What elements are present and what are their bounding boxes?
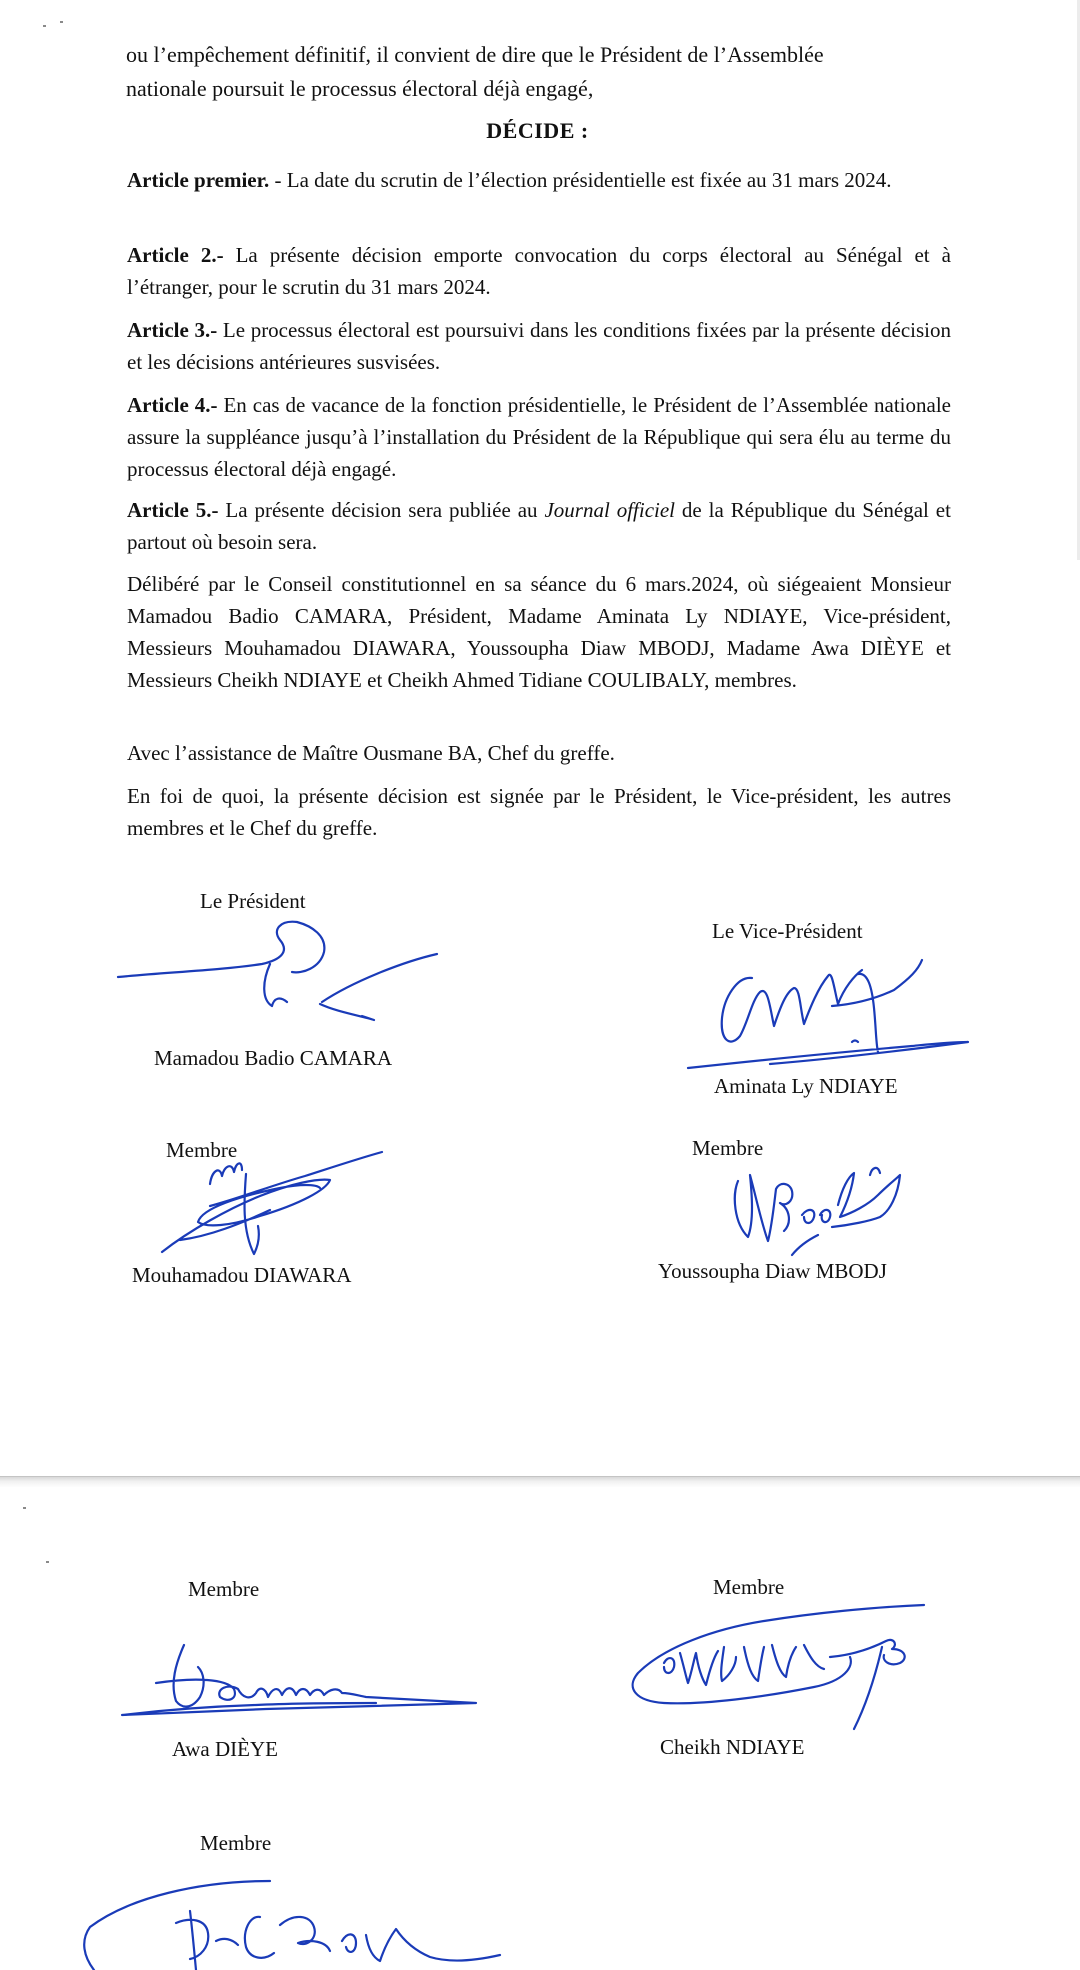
- president-signature: [112, 912, 452, 1032]
- intro-line-1: ou l’empêchement définitif, il convient de dire que le Président de l’Assemblée: [126, 42, 824, 67]
- member-coulibaly-signature: [80, 1877, 520, 1970]
- scan-speck: [23, 1507, 26, 1509]
- journal-officiel-title: Journal officiel: [544, 498, 676, 522]
- president-role: Le Président: [200, 889, 306, 913]
- article-label: Article 4.-: [127, 393, 218, 417]
- article-premier: [127, 164, 951, 196]
- article-text: En cas de vacance de la fonction présidentielle, le Président de l’Assemblée nationale assure la suppléance jusqu’à l’installation du Président de la République qui sera élu au terme du processus électoral déjà engagé.: [127, 393, 951, 481]
- article-text: de la République du Sénégal et partout où besoin sera.: [127, 498, 951, 554]
- assistance-paragraph: Avec l’assistance de Maître Ousmane BA, Chef du greffe.: [127, 741, 615, 765]
- vice-president-name: Aminata Ly NDIAYE: [714, 1074, 898, 1098]
- member-coulibaly-role: Membre: [200, 1831, 272, 1855]
- member-diawara-name: Mouhamadou DIAWARA: [132, 1263, 352, 1287]
- article-3: [127, 314, 951, 378]
- scan-speck: [43, 25, 46, 27]
- intro-line-2: nationale poursuit le processus électoral déjà engagé,: [126, 76, 594, 101]
- closing-paragraph: En foi de quoi, la présente décision est signée par le Président, le Vice-président, les autres membres et le Chef du greffe.: [127, 784, 951, 840]
- article-label: Article premier.: [127, 168, 270, 192]
- article-separator: [224, 243, 236, 267]
- member-mbodj-signature: [720, 1145, 920, 1275]
- member-dieye-signature: [116, 1637, 496, 1727]
- article-text: La date du scrutin de l’élection présidentielle est fixée au 31 mars 2024.: [286, 168, 892, 192]
- member-dieye-name: Awa DIÈYE: [172, 1737, 278, 1761]
- article-text: Le processus électoral est poursuivi dans les conditions fixées par la présente décision et les décisions antérieures susvisées.: [127, 318, 951, 374]
- member-dieye-role: Membre: [188, 1577, 260, 1601]
- scan-speck: [60, 21, 63, 23]
- member-diawara-role: Membre: [166, 1138, 238, 1162]
- vice-president-role: Le Vice-Président: [712, 919, 863, 943]
- article-text: La présente décision sera publiée au: [225, 498, 545, 522]
- article-label: Article 2.-: [127, 243, 224, 267]
- article-label: Article 5.-: [127, 498, 219, 522]
- member-ndiaye-signature: [624, 1597, 944, 1737]
- document-page-2: [0, 1487, 1080, 1970]
- article-4: [127, 389, 951, 485]
- article-separator: -: [269, 168, 287, 192]
- member-ndiaye-role: Membre: [713, 1575, 785, 1599]
- scan-speck: [46, 1561, 49, 1563]
- president-name: Mamadou Badio CAMARA: [154, 1046, 392, 1070]
- article-2: [127, 239, 951, 303]
- article-5: [127, 494, 951, 558]
- deliberation-paragraph: Délibéré par le Conseil constitutionnel en sa séance du 6 mars.2024, où siégeaient Monsieur Mamadou Badio CAMARA, Président, Madame Aminata Ly NDIAYE, Vice-président, Messieurs Mouhamadou DIAWARA, Youssoupha Diaw MBODJ, Madame Awa DIÈYE et Messieurs Cheikh NDIAYE et Cheikh Ahmed Tidiane COULIBALY, membres.: [127, 572, 951, 692]
- member-diawara-signature: [150, 1140, 390, 1260]
- member-mbodj-role: Membre: [692, 1136, 764, 1160]
- vice-president-signature: [682, 948, 982, 1078]
- article-label: Article 3.-: [127, 318, 218, 342]
- member-ndiaye-name: Cheikh NDIAYE: [660, 1735, 805, 1759]
- member-mbodj-name: Youssoupha Diaw MBODJ: [658, 1259, 887, 1283]
- decide-heading: DÉCIDE :: [486, 118, 589, 143]
- article-text: La présente décision emporte convocation du corps électoral au Sénégal et à l’étranger, pour le scrutin du 31 mars 2024.: [127, 243, 951, 299]
